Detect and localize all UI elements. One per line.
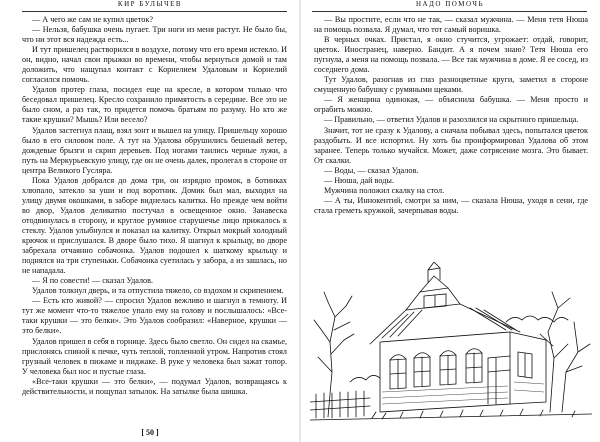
paragraph: — Нельзя, бабушка очень пугает. Три ноги из меня растут. Не было бы, что ни этот вся надежда есть... [22,25,287,45]
paragraph: — А ты, Иннокентий, смотри за ним, — сказала Нюша, уходя в сени, где стала греметь кружкой, зачерпывая воды. [314,195,588,215]
header-rule-right [312,11,587,12]
running-head-right: НАДО ПОМОЧЬ [416,0,484,8]
paragraph: — Я по совести! — сказал Удалов. [32,276,154,286]
house-illustration [310,262,592,422]
paragraph: Удалов протер глаза, посидел еще на кресле, в котором только что беседовал пришелец. Кресло сохранило примятость в середине. Все это не было сном, а раз так, то придется помочь братьям по разуму. Но кто же такие крушки? Мышь? Или весело? [22,85,287,125]
paragraph: — Вы простите, если что не так, — сказал мужчина. — Меня тетя Нюша на помощь позвала. Я думал, что тот самый воришка. [314,15,588,35]
paragraph: Удалов толкнул дверь, и та отпустила тяжело, со вздохом и скрипением. [32,286,284,296]
paragraph: «Все-таки крушки — это белки», — подумал Удалов, возвращаясь к действительности, и пощупал затылок. На затылке была шишка. [22,376,287,396]
right-page [300,0,600,442]
left-body-text [22,15,287,397]
running-head-left: КИР БУЛЫЧЕВ [117,0,183,8]
paragraph: — Нюша, дай воды. [324,175,394,185]
right-body-text [314,15,588,216]
paragraph: — Правильно, — ответил Удалов и разозлился на скрытного пришельца. [324,115,579,125]
paragraph: Мужчина положил скалку на стол. [324,185,445,195]
paragraph: Удалов пришел в себя в горнице. Здесь было светло. Он сидел на скамье, прислонясь спиной к печке, чуть теплой, топленной утром. Напротив стоял грузный человек в пижаме и пиджаке. В руке у человека был зажат топор. У человека был нос и пустые глаза. [22,336,287,376]
paragraph: — Есть кто живой? — спросил Удалов вежливо и шагнул в темноту. И тут же момент что-то тяжелое упало ему на голову и послышалось: «Все-таки крушки — это белки». Это Удалов сообразил: «Наверное, крушки — это белки». [22,296,287,336]
paragraph: Тут Удалов, разогнав из глаз разноцветные круги, заметил в стороне смущенную бабушку с румяными щеками. [314,75,588,95]
paragraph: — А чего же сам не купил цветок? [32,15,153,24]
paragraph: И тут пришелец растворился в воздухе, потому что его время истекло. И он, видно, начал свои прыжки во времени, чтобы вернуться домой и там доложить, что нащупал контакт с Корнелием Удаловым и Корнелий согласился помочь. [22,45,287,85]
paragraph: Значит, тот не сразу к Удалову, а сначала побывал здесь, попытался цветок раздобыть. И все испортил. Ну хоть бы пронформировал Удалова об этом заранее. Теперь только мучайся. Может, даже сотрясение мозга. Это бывает. От скалки. [314,125,588,165]
header-rule-left [22,11,287,12]
page-number: [ 50 ] [141,428,159,437]
paragraph: Удалов застегнул плащ, взял зонт и вышел на улицу. Пришельцу хорошо было в его силовом поле. А тут на Удалова обрушились бешеный ветер, дождевые брызги и скрип деревьев. Под ногами таились черные лужи, а путь на Меркурьевскую улицу, где он не очень далек, пролегал в стороне от центра Великого Гусляра. [22,125,287,175]
paragraph: — Воды, — сказал Удалов. [324,165,419,175]
paragraph: — Я женщина одинокая, — объяснила бабушка. — Меня просто и ограбить можно. [314,95,588,115]
paragraph: В черных очках. Пристал, я окно стучится, угрожает: отдай, говорит, цветок. Иностранец, наверно. Бандит. А я почем знаю? Тетя Нюша его пугнула, а меня на помощь позвала. — Все так мужчина в доме. Я ее сосед, из соседнего дома. [314,35,588,75]
paragraph: Пока Удалов добрался до дома три, он изрядно промок, в ботинках хлюпало, затекло за уши и под воротник. Домик был мал, выходил на улицу двумя окошками, в заборе виднелась калитка. Но прежде чем войти во двор, Удалов деликатно постучал в освещенное окно. Занавеска отодвинулась в сторону, и круглое румяное старушечье лицо прижалось к стеклу. Удалов улыбнулся и показал на калитку. Открыл мокрый холодный крючок и прислушался. В дворе было тихо. Я шагнул к крыльцу, во дворе забрехала отчаянно собачонка. Удалов подошел к шаткому крыльцу и поднялся на три ступеньки. Собачонка суетилась у забора, а из зашлась, но не нападала. [22,175,287,276]
